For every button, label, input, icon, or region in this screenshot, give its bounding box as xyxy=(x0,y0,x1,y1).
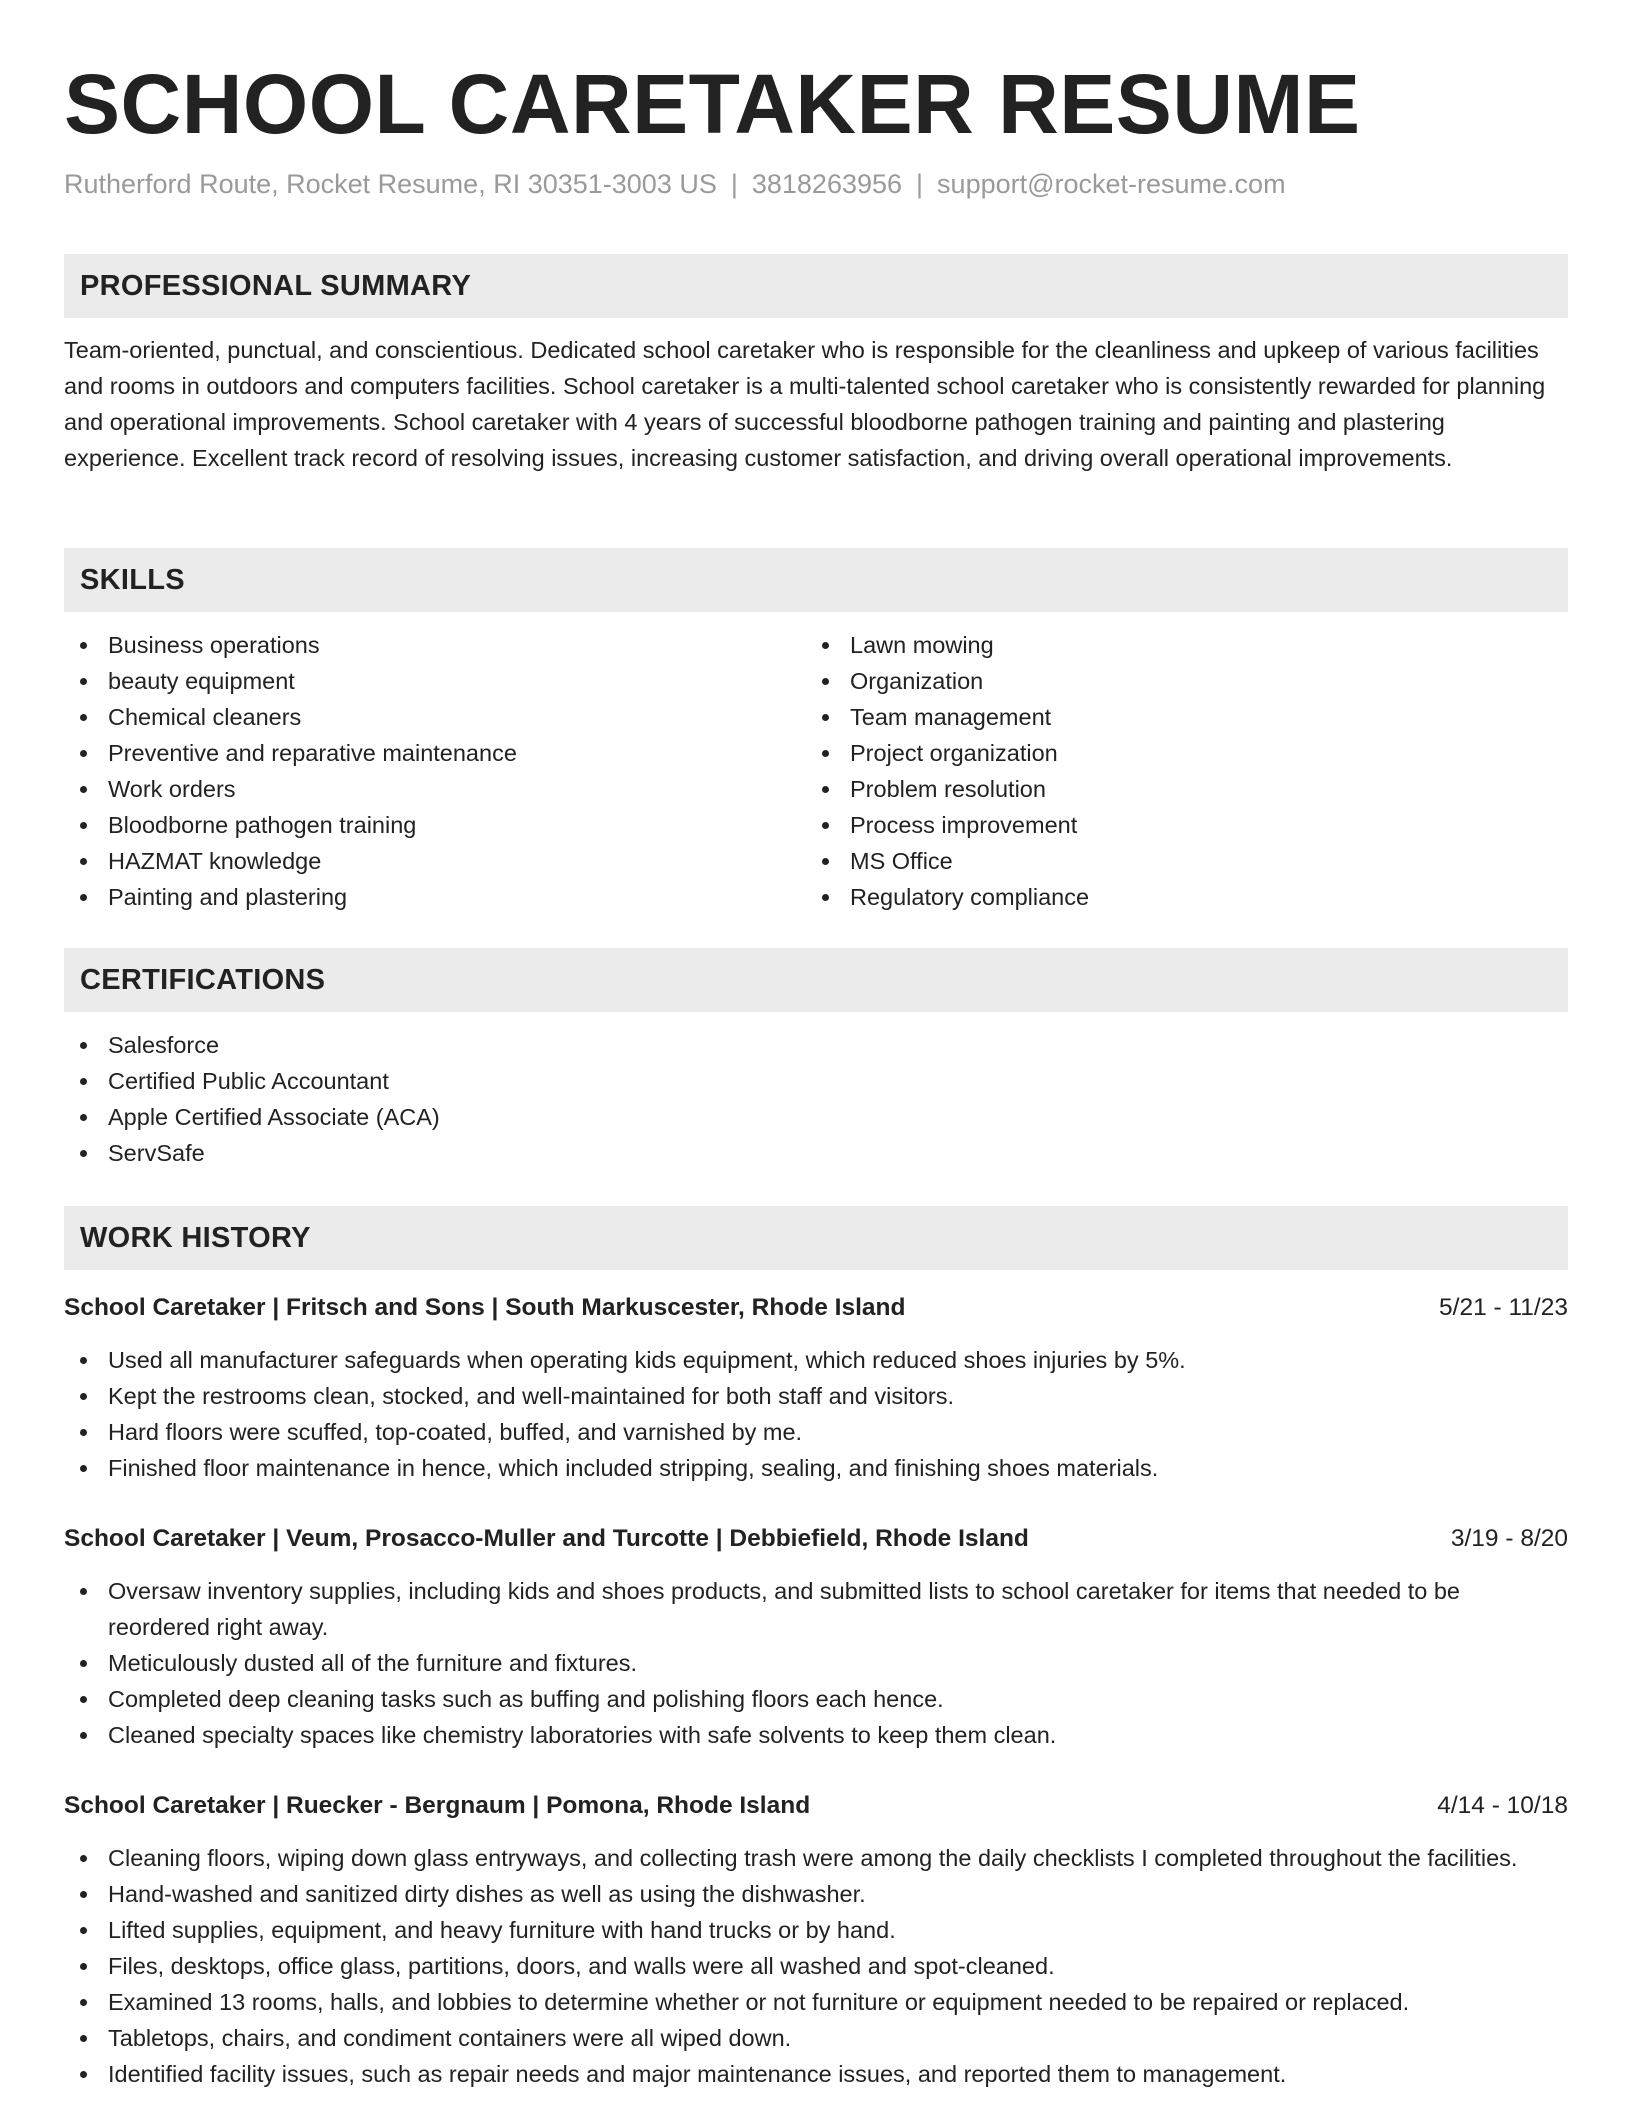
skill-item: MS Office xyxy=(806,843,1546,879)
contact-line xyxy=(64,166,1286,202)
job-bullets xyxy=(64,1573,1568,1753)
job-entry xyxy=(64,1788,1568,2092)
skill-item: Regulatory compliance xyxy=(806,879,1546,915)
skill-item: Problem resolution xyxy=(806,771,1546,807)
job-bullet: Kept the restrooms clean, stocked, and well-maintained for both staff and visitors. xyxy=(64,1378,1568,1414)
job-header xyxy=(64,1290,1568,1326)
job-bullet: Cleaning floors, wiping down glass entryways, and collecting trash were among the daily checklists I completed throughout the facilities. xyxy=(64,1840,1568,1876)
skill-item: Team management xyxy=(806,699,1546,735)
certifications-list xyxy=(64,1027,1568,1171)
contact-email[interactable]: support@rocket-resume.com xyxy=(937,169,1286,199)
job-bullet: Examined 13 rooms, halls, and lobbies to determine whether or not furniture or equipment needed to be repaired or replaced. xyxy=(64,1984,1568,2020)
skills-list-left xyxy=(64,627,804,915)
section-heading-certifications: CERTIFICATIONS xyxy=(80,964,326,996)
job-bullet: Hard floors were scuffed, top-coated, buffed, and varnished by me. xyxy=(64,1414,1568,1450)
job-entry xyxy=(64,1521,1568,1753)
skill-item: Project organization xyxy=(806,735,1546,771)
section-heading-skills: SKILLS xyxy=(80,564,185,596)
skill-item: Preventive and reparative maintenance xyxy=(64,735,804,771)
skills-column-right xyxy=(806,627,1546,915)
section-heading-summary: PROFESSIONAL SUMMARY xyxy=(80,270,472,302)
job-bullet: Used all manufacturer safeguards when operating kids equipment, which reduced shoes injuries by 5%. xyxy=(64,1342,1568,1378)
job-bullet: Files, desktops, office glass, partitions, doors, and walls were all washed and spot-cleaned. xyxy=(64,1948,1568,1984)
job-bullet: Lifted supplies, equipment, and heavy furniture with hand trucks or by hand. xyxy=(64,1912,1568,1948)
job-header xyxy=(64,1788,1568,1824)
job-bullet: Completed deep cleaning tasks such as buffing and polishing floors each hence. xyxy=(64,1681,1568,1717)
contact-separator: | xyxy=(916,169,924,199)
job-header xyxy=(64,1521,1568,1557)
job-title: School Caretaker | Veum, Prosacco-Muller and Turcotte | Debbiefield, Rhode Island xyxy=(64,1525,1029,1552)
contact-address: Rutherford Route, Rocket Resume, RI 30351-3003 US xyxy=(64,169,717,199)
job-bullet: Cleaned specialty spaces like chemistry laboratories with safe solvents to keep them clean. xyxy=(64,1717,1568,1753)
resume-title: SCHOOL CARETAKER RESUME xyxy=(64,57,1361,151)
section-header-summary xyxy=(64,254,1568,318)
skill-item: Business operations xyxy=(64,627,804,663)
skill-item: HAZMAT knowledge xyxy=(64,843,804,879)
skill-item: Organization xyxy=(806,663,1546,699)
job-bullets xyxy=(64,1342,1568,1486)
skill-item: beauty equipment xyxy=(64,663,804,699)
skill-item: Chemical cleaners xyxy=(64,699,804,735)
job-dates: 3/19 - 8/20 xyxy=(1450,1525,1568,1552)
job-bullet: Identified facility issues, such as repair needs and major maintenance issues, and reported them to management. xyxy=(64,2056,1568,2092)
skill-item: Painting and plastering xyxy=(64,879,804,915)
job-bullets xyxy=(64,1840,1568,2092)
section-heading-work-history: WORK HISTORY xyxy=(80,1222,311,1254)
contact-phone: 3818263956 xyxy=(751,169,903,199)
certification-item: ServSafe xyxy=(64,1135,1568,1171)
section-header-skills xyxy=(64,548,1568,612)
job-dates: 5/21 - 11/23 xyxy=(1439,1294,1568,1321)
job-title: School Caretaker | Fritsch and Sons | South Markuscester, Rhode Island xyxy=(64,1294,906,1321)
job-bullet: Tabletops, chairs, and condiment containers were all wiped down. xyxy=(64,2020,1568,2056)
section-header-certifications xyxy=(64,948,1568,1012)
skill-item: Lawn mowing xyxy=(806,627,1546,663)
skills-list-right xyxy=(806,627,1546,915)
certifications-block xyxy=(64,1027,1568,1171)
skill-item: Process improvement xyxy=(806,807,1546,843)
job-dates: 4/14 - 10/18 xyxy=(1437,1792,1568,1819)
job-bullet: Meticulously dusted all of the furniture and fixtures. xyxy=(64,1645,1568,1681)
skills-column-left xyxy=(64,627,804,915)
job-entry xyxy=(64,1290,1568,1486)
job-title: School Caretaker | Ruecker - Bergnaum | Pomona, Rhode Island xyxy=(64,1792,811,1819)
certification-item: Apple Certified Associate (ACA) xyxy=(64,1099,1568,1135)
certification-item: Salesforce xyxy=(64,1027,1568,1063)
section-header-work-history xyxy=(64,1206,1568,1270)
job-bullet: Finished floor maintenance in hence, which included stripping, sealing, and finishing shoes materials. xyxy=(64,1450,1568,1486)
job-bullet: Hand-washed and sanitized dirty dishes as well as using the dishwasher. xyxy=(64,1876,1568,1912)
certification-item: Certified Public Accountant xyxy=(64,1063,1568,1099)
summary-text: Team-oriented, punctual, and conscientious. Dedicated school caretaker who is responsible for the cleanliness and upkeep of various facilities and rooms in outdoors and computers facilities. School caretaker is a multi-talented school caretaker who is consistently rewarded for planning and operational improvements. School caretaker with 4 years of successful bloodborne pathogen training and painting and plastering experience. Excellent track record of resolving issues, increasing customer satisfaction, and driving overall operational improvements. xyxy=(64,337,1546,471)
contact-separator: | xyxy=(730,169,738,199)
job-bullet: Oversaw inventory supplies, including kids and shoes products, and submitted lists to school caretaker for items that needed to be reordered right away. xyxy=(64,1573,1568,1645)
skill-item: Work orders xyxy=(64,771,804,807)
skill-item: Bloodborne pathogen training xyxy=(64,807,804,843)
